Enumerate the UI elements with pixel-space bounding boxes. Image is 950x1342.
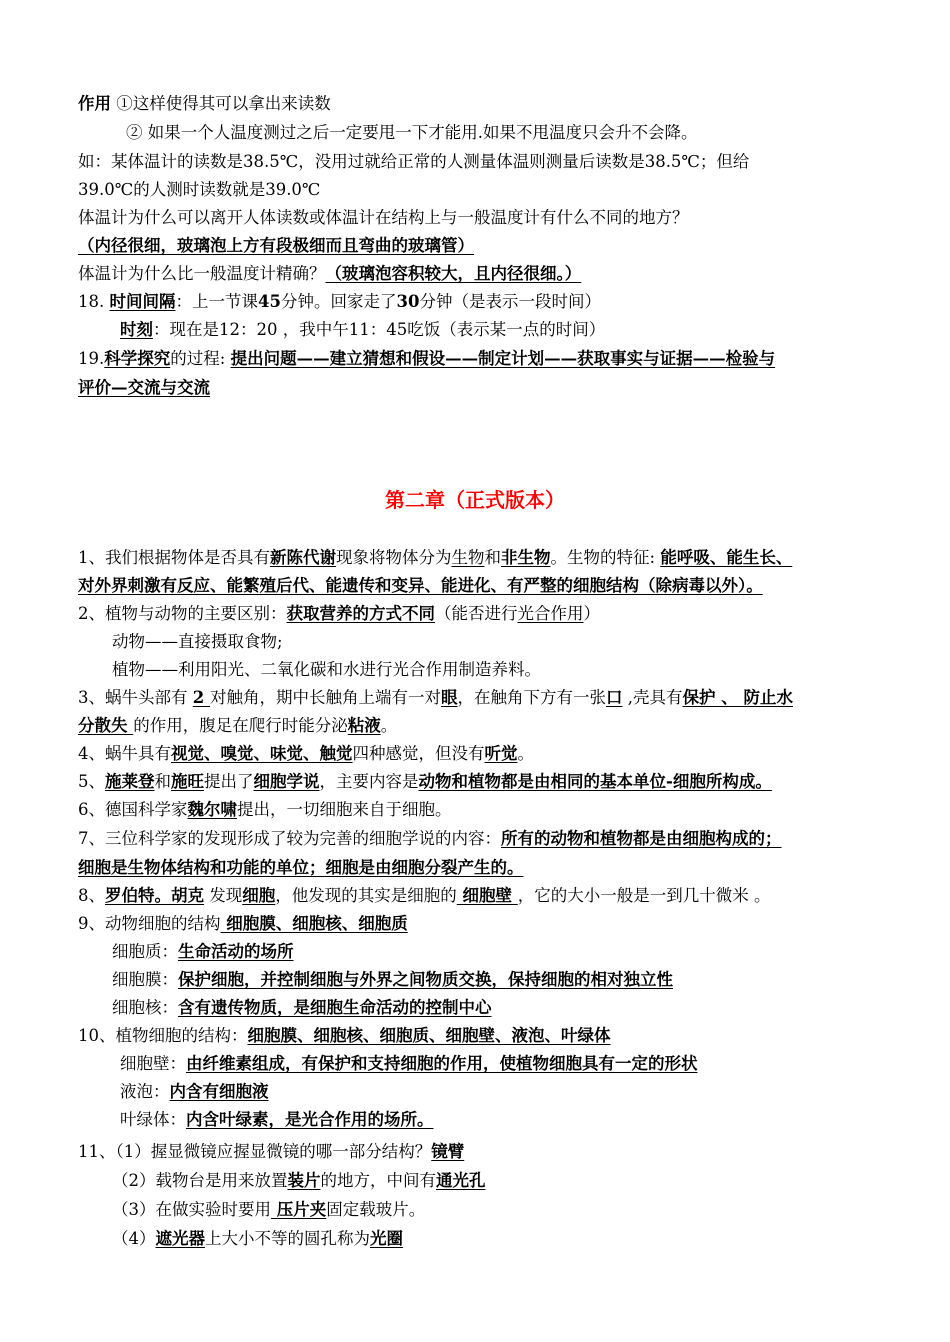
line-example-2 <box>78 178 888 202</box>
text: 上大小不等的圆孔称为 <box>205 1229 370 1248</box>
line-c4 <box>78 742 888 766</box>
number: 30 <box>396 292 420 311</box>
text: 四种感觉，但没有 <box>352 744 485 763</box>
answer: 通光孔 <box>436 1171 486 1190</box>
answer: 获取营养的方式不同 <box>286 604 435 623</box>
line-question-1 <box>78 206 888 230</box>
line-c10-wall <box>120 1052 930 1076</box>
answer: 能呼吸、能生长、 <box>660 548 793 567</box>
text: 的过程: <box>170 349 231 368</box>
text: ，它的大小一般是一到几十微米 。 <box>517 886 771 905</box>
text: 6、德国科学家 <box>78 800 188 819</box>
line-c2 <box>78 602 888 626</box>
answer: 细胞壁 <box>456 886 518 905</box>
answer: 视觉、嗅觉、味觉、触觉 <box>171 744 353 763</box>
text: ，在触角下方有一张 <box>457 688 606 707</box>
answer: 口 <box>605 688 623 707</box>
line-c2-plant <box>112 658 922 682</box>
text: 。生物的特征: <box>550 548 661 567</box>
answer: 生命活动的场所 <box>178 942 294 961</box>
line-c1-2 <box>78 574 888 598</box>
text: 细胞壁： <box>120 1054 186 1073</box>
line-c5 <box>78 770 888 794</box>
answer: 光圈 <box>370 1229 403 1248</box>
line-c9-membrane <box>112 968 922 992</box>
line-c9-cytoplasm <box>112 940 922 964</box>
text: 。 <box>380 716 398 735</box>
line-c1 <box>78 546 888 570</box>
text: 提出，一切细胞来自于细胞。 <box>237 800 452 819</box>
line-function <box>78 92 888 116</box>
line-c3-2 <box>78 714 888 738</box>
answer: 施莱登 <box>105 772 155 791</box>
answer: 粘液 <box>347 716 381 735</box>
answer: 细胞是生物体结构和功能的单位；细胞是由细胞分裂产生的。 <box>78 858 524 877</box>
term: 科学探究 <box>104 349 171 368</box>
line-c11-3 <box>112 1198 922 1222</box>
answer: 保护细胞，并控制细胞与外界之间物质交换，保持细胞的相对独立性 <box>178 970 673 989</box>
line-c9-nucleus <box>112 996 922 1020</box>
line-c7 <box>78 827 888 851</box>
text: 对触角，期中长触角上端有一对 <box>209 688 441 707</box>
line-c10 <box>78 1024 888 1048</box>
answer: 内含叶绿素，是光合作用的场所。 <box>186 1110 434 1129</box>
text: 8、 <box>78 886 105 905</box>
line-c11-1 <box>78 1140 888 1164</box>
answer: （内径很细，玻璃泡上方有段极细而且弯曲的玻璃管） <box>78 236 474 255</box>
line-item-19-2 <box>78 376 888 400</box>
answer: 装片 <box>287 1171 321 1190</box>
text: 2、植物与动物的主要区别： <box>78 604 287 623</box>
text: 5、 <box>78 772 105 791</box>
text: ，他发现的其实是细胞的 <box>275 886 457 905</box>
answer: 遮光器 <box>155 1229 205 1248</box>
text: （3）在做实验时要用 <box>112 1200 271 1219</box>
text: 提出了 <box>204 772 254 791</box>
text: ,壳具有 <box>622 688 683 707</box>
text: 动物——直接摄取食物; <box>112 632 283 651</box>
text: 细胞核： <box>112 998 178 1017</box>
answer: 细胞膜、细胞核、细胞质 <box>220 914 408 933</box>
answer: 保护 、 防止水 <box>682 688 793 707</box>
text: 固定载玻片。 <box>326 1200 426 1219</box>
answer: 内含有细胞液 <box>169 1082 269 1101</box>
text: 分钟。回家走了 <box>280 292 397 311</box>
line-c6 <box>78 798 888 822</box>
text: 植物——利用阳光、二氧化碳和水进行光合作用制造养料。 <box>112 660 541 679</box>
chapter-title: 第二章（正式版本） <box>385 488 565 512</box>
text: 叶绿体： <box>120 1110 186 1129</box>
text: ，主要内容是 <box>319 772 419 791</box>
answer: 压片夹 <box>271 1200 327 1219</box>
text: 。 <box>517 744 534 763</box>
text: 7、三位科学家的发现形成了较为完善的细胞学说的内容： <box>78 829 501 848</box>
text: 39.0℃的人测时读数就是39.0℃ <box>78 180 321 199</box>
text: 液泡： <box>120 1082 170 1101</box>
term: 非生物 <box>501 548 551 567</box>
line-item-18-2 <box>120 318 930 342</box>
text: （能否进行 <box>435 604 518 623</box>
text: ② 如果一个人温度测过之后一定要甩一下才能用.如果不甩温度只会升不会降。 <box>126 123 698 142</box>
text: 发现 <box>204 886 243 905</box>
answer: （玻璃泡容积较大，且内径很细。） <box>325 264 582 283</box>
line-c2-animal <box>112 630 922 654</box>
text: ） <box>583 604 600 623</box>
answer: 提出问题——建立猜想和假设——制定计划——获取事实与证据——检验与 <box>230 349 776 368</box>
text: 的作用，腹足在爬行时能分泌 <box>133 716 348 735</box>
answer: 评价—交流与交流 <box>78 378 210 397</box>
term: 光合作用 <box>517 604 584 623</box>
text: 4、蜗牛具有 <box>78 744 171 763</box>
answer: 动物和植物都是由相同的基本单位-细胞所构成。 <box>418 772 772 791</box>
line-example <box>78 150 888 174</box>
line-c10-chloroplast <box>120 1108 930 1132</box>
text: 体温计为什么可以离开人体读数或体温计在结构上与一般温度计有什么不同的地方？ <box>78 208 689 227</box>
line-c11-4 <box>112 1227 922 1251</box>
answer: 细胞学说 <box>253 772 320 791</box>
line-function-2 <box>126 121 936 145</box>
answer: 所有的动物和植物都是由细胞构成的； <box>501 829 782 848</box>
text: ：现在是12：20 ，我中午11：45吃饭（表示某一点的时间） <box>153 320 606 339</box>
text: 和 <box>154 772 171 791</box>
label-function: 作用 <box>78 94 111 113</box>
answer: 施旺 <box>171 772 204 791</box>
line-c9 <box>78 912 888 936</box>
text: 的地方，中间有 <box>320 1171 436 1190</box>
term: 时间间隔 <box>109 292 176 311</box>
answer: 分散失 <box>78 716 134 735</box>
answer: 含有遗传物质，是细胞生命活动的控制中心 <box>178 998 492 1017</box>
text: 19. <box>78 349 105 368</box>
answer: 细胞 <box>242 886 276 905</box>
line-c11-2 <box>112 1169 922 1193</box>
line-item-18 <box>78 290 888 314</box>
line-c7-2 <box>78 856 888 880</box>
answer: 由纤维素组成，有保护和支持细胞的作用，使植物细胞具有一定的形状 <box>186 1054 698 1073</box>
text: 和 <box>484 548 501 567</box>
text: （4） <box>112 1229 156 1248</box>
text: 细胞膜： <box>112 970 178 989</box>
line-c3 <box>78 686 888 710</box>
line-item-19 <box>78 347 888 371</box>
answer: 眼 <box>440 688 458 707</box>
answer: 镜臂 <box>431 1142 465 1161</box>
line-answer-1 <box>78 234 888 258</box>
answer: 罗伯特。胡克 <box>105 886 204 905</box>
answer: 2 <box>192 688 210 707</box>
line-c10-vacuole <box>120 1080 930 1104</box>
answer: 对外界刺激有反应、能繁殖后代、能遗传和变异、能进化、有严整的细胞结构（除病毒以外）。 <box>78 576 763 595</box>
term: 新陈代谢 <box>270 548 336 567</box>
text: 体温计为什么比一般温度计精确？ <box>78 264 326 283</box>
text: 9、动物细胞的结构 <box>78 914 221 933</box>
text: （2）载物台是用来放置 <box>112 1171 288 1190</box>
text: 3、蜗牛头部有 <box>78 688 193 707</box>
text: 分钟（是表示一段时间） <box>419 292 601 311</box>
line-question-2 <box>78 262 888 286</box>
answer: 细胞膜、细胞核、细胞质、细胞壁、液泡、叶绿体 <box>247 1026 611 1045</box>
text: 1、我们根据物体是否具有 <box>78 548 270 567</box>
text: ：上一节课 <box>175 292 258 311</box>
term: 时刻 <box>120 320 153 339</box>
answer: 魏尔啸 <box>187 800 237 819</box>
text: 细胞质： <box>112 942 178 961</box>
text: 现象将物体分为 <box>336 548 452 567</box>
text: ①这样使得其可以拿出来读数 <box>116 94 331 113</box>
term: 生物 <box>451 548 485 567</box>
answer: 听觉 <box>484 744 518 763</box>
text: 18. <box>78 292 110 311</box>
line-c8 <box>78 884 888 908</box>
text: 如：某体温计的读数是38.5℃，没用过就给正常的人测量体温则测量后读数是38.5℃；但给 <box>78 152 750 171</box>
number: 45 <box>258 292 281 311</box>
text: 10、植物细胞的结构： <box>78 1026 248 1045</box>
text: 11、（1）握显微镜应握显微镜的哪一部分结构？ <box>78 1142 432 1161</box>
